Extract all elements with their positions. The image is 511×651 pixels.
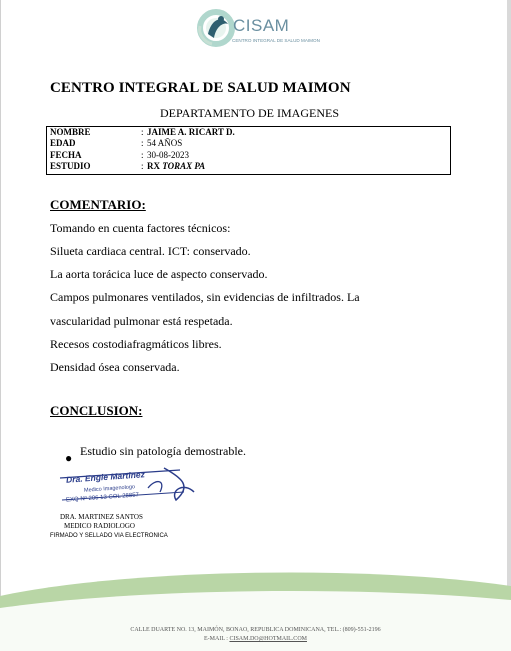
stamp-exequatur: EXQ Nº 206 13 COL 28857 — [65, 492, 140, 504]
stamp-title: Medico Imagenologo — [83, 484, 136, 494]
comment-line: Tomando en cuenta factores técnicos: — [50, 221, 231, 235]
info-separator: : — [141, 161, 144, 171]
footer-address: CALLE DUARTE NO. 13, MAIMÓN, BONAO, REPUBLICA DOMINICANA, TEL.: (809)-551-2196 — [130, 627, 381, 633]
page-border-right — [507, 0, 511, 651]
info-label: NOMBRE — [50, 127, 91, 137]
page-border-left — [0, 0, 1, 651]
signer-role: MEDICO RADIOLOGO — [64, 522, 135, 530]
info-separator: : — [141, 150, 144, 160]
logo-subtitle: CENTRO INTEGRAL DE SALUD MAIMON — [232, 38, 320, 43]
signature-stamp — [52, 464, 202, 516]
department-label: DEPARTAMENTO DE IMAGENES — [160, 106, 339, 120]
logo-name: CISAM — [233, 16, 290, 35]
comment-heading: COMENTARIO: — [50, 197, 146, 212]
conclusion-item: Estudio sin patología demostrable. — [80, 444, 246, 458]
comment-line: Densidad ósea conservada. — [50, 360, 180, 374]
document-title: CENTRO INTEGRAL DE SALUD MAIMON — [50, 80, 351, 96]
bullet-icon: ● — [65, 451, 73, 465]
comment-line: Campos pulmonares ventilados, sin evidencias de infiltrados. La — [50, 290, 360, 304]
comment-line: La aorta torácica luce de aspecto conservado. — [50, 267, 268, 281]
signer-name: DRA. MARTINEZ SANTOS — [60, 513, 143, 521]
info-separator: : — [141, 127, 144, 137]
signature-note: FIRMADO Y SELLADO VIA ELECTRONICA — [50, 533, 168, 539]
info-value: 30-08-2023 — [147, 150, 189, 160]
patient-info-box — [46, 126, 451, 175]
info-value: JAIME A. RICART D. — [147, 127, 235, 137]
comment-line: Recesos costodiafragmáticos libres. — [50, 337, 222, 351]
footer-email-label: E-MAIL : — [204, 636, 230, 642]
comment-line: Silueta cardiaca central. ICT: conservado. — [50, 244, 251, 258]
cisam-logo — [194, 4, 320, 50]
stamp-name: Dra. Engie Martinez — [65, 469, 146, 485]
info-value: 54 AÑOS — [147, 138, 183, 148]
info-value — [147, 161, 205, 172]
study-prefix: RX — [147, 161, 163, 171]
footer-email-link[interactable]: CISAM.DO@HOTMAIL.COM — [229, 636, 307, 642]
info-label: ESTUDIO — [50, 161, 91, 171]
info-label: EDAD — [50, 138, 76, 148]
comment-line: vascularidad pulmonar está respetada. — [50, 314, 233, 328]
conclusion-heading: CONCLUSION: — [50, 403, 143, 418]
study-name: TORAX PA — [162, 161, 206, 171]
info-label: FECHA — [50, 150, 82, 160]
footer-email-line — [0, 636, 511, 642]
info-separator: : — [141, 138, 144, 148]
